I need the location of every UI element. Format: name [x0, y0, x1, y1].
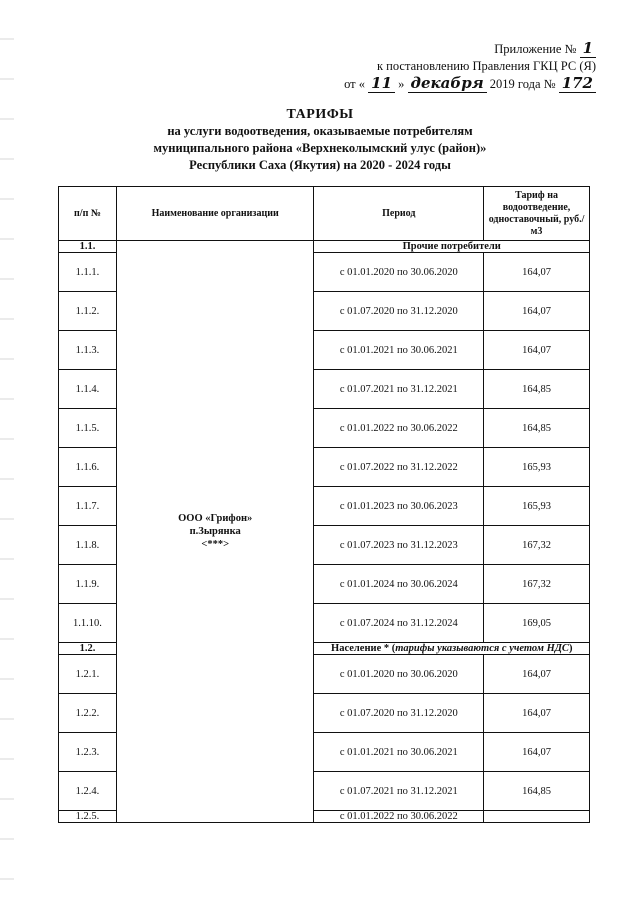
organization-place: п.Зырянка — [189, 526, 241, 537]
row-tariff: 167,32 — [484, 565, 590, 604]
row-period: с 01.07.2021 по 31.12.2021 — [314, 772, 484, 811]
row-num: 1.2.1. — [59, 655, 117, 694]
row-num: 1.1.5. — [59, 409, 117, 448]
row-tariff: 164,07 — [484, 292, 590, 331]
row-period: с 01.07.2020 по 31.12.2020 — [314, 694, 484, 733]
section-num: 1.2. — [59, 643, 117, 655]
row-tariff: 164,07 — [484, 694, 590, 733]
row-period: с 01.01.2022 по 30.06.2022 — [314, 409, 484, 448]
row-num: 1.1.4. — [59, 370, 117, 409]
section-label-main: Население * ( — [331, 643, 396, 654]
document-title — [0, 106, 640, 174]
row-num: 1.1.7. — [59, 487, 117, 526]
row-tariff: 164,07 — [484, 331, 590, 370]
row-tariff: 164,07 — [484, 733, 590, 772]
row-tariff — [484, 811, 590, 823]
row-num: 1.1.10. — [59, 604, 117, 643]
row-num: 1.1.1. — [59, 253, 117, 292]
annex-line-1 — [344, 40, 596, 58]
header-num: п/п № — [59, 187, 117, 241]
row-tariff: 169,05 — [484, 604, 590, 643]
row-num: 1.1.9. — [59, 565, 117, 604]
title-line-1: ТАРИФЫ — [286, 107, 354, 122]
row-tariff: 164,07 — [484, 253, 590, 292]
row-tariff: 164,85 — [484, 772, 590, 811]
row-tariff: 167,32 — [484, 526, 590, 565]
title-line-2: на услуги водоотведения, оказываемые потребителям — [167, 124, 473, 138]
section-num: 1.1. — [59, 241, 117, 253]
row-num: 1.2.4. — [59, 772, 117, 811]
section-label — [314, 643, 590, 655]
annex-date-prefix: от « — [344, 77, 366, 91]
header-period: Период — [314, 187, 484, 241]
row-num: 1.2.2. — [59, 694, 117, 733]
title-line-3: муниципального района «Верхнеколымский улус (район)» — [153, 141, 487, 155]
annex-line-3 — [344, 75, 596, 93]
row-period: с 01.07.2020 по 31.12.2020 — [314, 292, 484, 331]
row-tariff: 164,85 — [484, 409, 590, 448]
row-period: с 01.07.2021 по 31.12.2021 — [314, 370, 484, 409]
row-period: с 01.01.2021 по 30.06.2021 — [314, 331, 484, 370]
header-org: Наименование организации — [116, 187, 314, 241]
organization-name: ООО «Грифон» — [178, 513, 253, 524]
section-label-end: ) — [568, 643, 573, 654]
row-num: 1.1.8. — [59, 526, 117, 565]
row-period: с 01.01.2020 по 30.06.2020 — [314, 253, 484, 292]
row-tariff: 165,93 — [484, 487, 590, 526]
row-tariff: 165,93 — [484, 448, 590, 487]
annex-prefix: Приложение № — [494, 42, 577, 56]
annex-line-2: к постановлению Правления ГКЦ РС (Я) — [376, 59, 596, 73]
header-tariff: Тариф на водоотведение, одноставочный, руб./м3 — [484, 187, 590, 241]
organization-cell — [116, 241, 314, 823]
row-tariff: 164,85 — [484, 370, 590, 409]
annex-doc-number-handwritten: 172 — [559, 75, 596, 93]
row-period: с 01.01.2023 по 30.06.2023 — [314, 487, 484, 526]
row-num: 1.1.3. — [59, 331, 117, 370]
section-label: Прочие потребители — [314, 241, 590, 253]
annex-month-handwritten: декабря — [408, 75, 487, 93]
section-row-1 — [59, 241, 590, 253]
table-header-row — [59, 187, 590, 241]
annex-day-handwritten: 11 — [368, 75, 395, 93]
row-period: с 01.07.2022 по 31.12.2022 — [314, 448, 484, 487]
annex-date-mid: » — [398, 77, 405, 91]
organization-note: <***> — [201, 539, 230, 550]
row-period: с 01.01.2022 по 30.06.2022 — [314, 811, 484, 823]
section-label-italic: тарифы указываются с учетом НДС — [395, 643, 569, 654]
row-num: 1.1.2. — [59, 292, 117, 331]
tariffs-table — [58, 186, 590, 823]
annex-number-handwritten: 1 — [580, 40, 596, 58]
annex-year: 2019 года № — [489, 77, 556, 91]
row-period: с 01.07.2023 по 31.12.2023 — [314, 526, 484, 565]
row-tariff: 164,07 — [484, 655, 590, 694]
annex-header — [344, 40, 596, 93]
row-period: с 01.01.2021 по 30.06.2021 — [314, 733, 484, 772]
row-period: с 01.07.2024 по 31.12.2024 — [314, 604, 484, 643]
row-num: 1.2.5. — [59, 811, 117, 823]
row-period: с 01.01.2020 по 30.06.2020 — [314, 655, 484, 694]
row-num: 1.2.3. — [59, 733, 117, 772]
row-num: 1.1.6. — [59, 448, 117, 487]
title-line-4: Республики Саха (Якутия) на 2020 - 2024 годы — [189, 158, 451, 172]
row-period: с 01.01.2024 по 30.06.2024 — [314, 565, 484, 604]
